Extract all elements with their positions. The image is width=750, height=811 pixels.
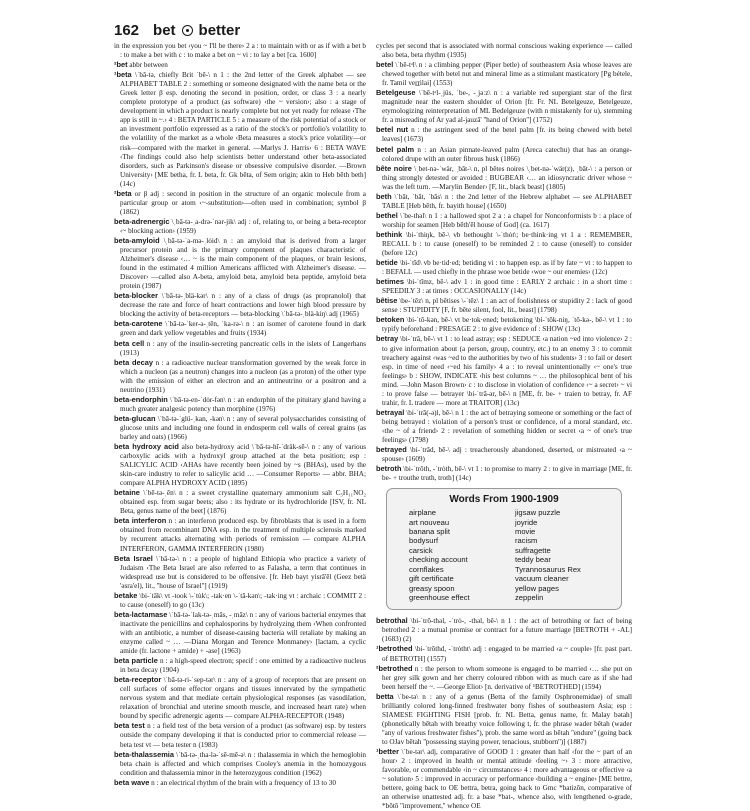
dictionary-entry <box>114 516 366 553</box>
words-box-item: teddy bear <box>515 555 551 565</box>
entry-definition: cycles per second that is associated with normal conscious waking experience — called also beta, beta rhythm (1935) <box>376 42 632 60</box>
entry-headword: betray <box>376 334 399 344</box>
words-box-item: racism <box>515 536 538 546</box>
right-column-entries-bottom <box>376 616 632 811</box>
entry-headword: ¹beta <box>114 70 132 80</box>
entry-definition: \bi-ˈtāk\ vt -took \-ˈtu̇k\; -tak·en \-ˈtā-kən\; -tak·ing vt : archaic : COMMIT 2 : to cause (oneself) to go (13c) <box>120 591 366 609</box>
words-box-item: yellow pages <box>515 583 559 593</box>
dictionary-entry <box>114 610 366 656</box>
entry-definition: \bi-ˈtrād, bē-\ adj : treacherously abandoned, deserted, or mistreated ‹a ~ spouse› (1609) <box>382 446 632 464</box>
words-box-item: Tyrannosaurus Rex <box>515 564 581 574</box>
right-column-entries-top <box>376 42 632 483</box>
bullseye-icon <box>182 25 193 36</box>
dictionary-entry <box>114 554 366 591</box>
entry-definition: \ˈbā-tə-ˈlak-tə-ˌmās, -ˌmāz\ n : any of various bacterial enzymes that inactivate the penicillins and cephalosporins by hydrolyzing them ‹When confronted with an antibiotic, a number of disease-causing bacteria will retaliate by making an enzyme called ~ … —Diana Morgan and Terence Monmaney› [lactam, a cyclic amide (fr. lactone + amide) + -ase] (1963) <box>120 610 367 656</box>
words-box-item: movie <box>515 527 536 537</box>
page-number: 162 <box>114 22 140 39</box>
words-box-item: vacuum cleaner <box>515 574 569 584</box>
words-box-column-1 <box>409 508 507 602</box>
dictionary-entry <box>376 164 632 192</box>
dictionary-entry <box>376 692 632 747</box>
dictionary-entry <box>114 395 366 414</box>
entry-headword: betimes <box>376 277 404 287</box>
entry-definition: abbr between <box>129 61 168 70</box>
entry-definition: \ˈbē-tᵊl\ n : a climbing pepper (Piper betle) of southeastern Asia whose leaves are chewed together with betel nut and mineral lime as a stimulant masticatory [Pg bétele, fr. Tamil veṟṟilai] (1553) <box>382 61 632 88</box>
entry-headword: betta <box>376 691 394 701</box>
right-column <box>376 42 633 811</box>
entry-definition: \ˈbā-tə-ˈglü-ˌkan, -kən\ n : any of several polysaccharides consisting of glucose units and including one found in endosperm cell walls of cereal grains (as barley and oats) (1966) <box>120 414 366 441</box>
dictionary-entry <box>114 70 366 189</box>
entry-definition: n : an electrical rhythm of the brain with a frequency of 13 to 30 <box>151 778 336 787</box>
entry-definition: n : an Asian pinnate-leaved palm (Areca catechu) that has an orange-colored drupe with an outer fibrous husk (1866) <box>382 145 632 163</box>
dictionary-entry <box>376 334 632 407</box>
dictionary-entry <box>376 644 632 663</box>
words-box-item: greenhouse effect <box>409 592 470 602</box>
entry-headword: betide <box>376 258 398 268</box>
entry-headword: betel <box>376 60 394 70</box>
entry-definition: \ˈbā-tə, chiefly Brit ˈbē-\ n 1 : the 2nd letter of the Greek alphabet — see ALPHABET TABLE 2 : something or someone designated with the name beta or the Greek letter β esp. denoting the second in position, order, or class 3 : a nearly complete prototype of a product (as software) ‹the ~ version›; also : a stage of development in which a product is nearly complete but not yet ready for release ‹The app is still in ~.› 4 : BETA PARTICLE 5 : a measure of the risk potential of a stock or an investment portfolio expressed as a ratio of the stock's or portfolio's volatility to the volatility of the market as a whole ‹Beta measures a stock's price volatility—or risk—compared with the market in general. —Marlys J. Harris› 6 : BETA WAVE ‹The findings could also help scientists better understand other beta-associated disorders, such as Parkinson's disease or obsessive compulsive disorder. —Brown University› [ME betha, fr. L beta, fr. Gk bēta, of Sem origin; akin to Heb bēth beth] (14c) <box>120 71 367 188</box>
entry-definition: \ˈbē-tᵊl-ˌjüs, ˈbe-, -ˌjəːz\ n : a variable red supergiant star of the first magnitude near the eastern shoulder of Orion [fr. Fr. NL Betelgeuze, Betelgeuze, etymologizing reinterpretation of ML Bedelgeuze (with n mistakenly for u), stemming fr. a misreading of Ar yad al-jauzā' ''hand of Orion''] (1752) <box>382 89 632 125</box>
dictionary-entry <box>376 296 632 315</box>
dictionary-entry <box>376 315 632 334</box>
entry-headword: Beta Israel <box>114 553 153 563</box>
words-from-box <box>386 488 622 610</box>
entry-headword: beta-thalassemia <box>114 749 174 759</box>
entry-definition: \ˈbā-tə-en-ˈdȯr-fən\ n : an endorphin of the pituitary gland having a much greater analgesic potency than morphine (1976) <box>120 395 366 413</box>
dictionary-entry <box>114 358 366 395</box>
entry-definition: \bi-ˈtīd\ vb be·tid·ed; betiding vi : to happen esp. as if by fate ~ vt : to happen to : BEFALL — used chiefly in the phrase woe betide ‹woe ~ our enemies› (12c) <box>382 259 633 277</box>
entry-headword: beta-lactamase <box>114 609 168 619</box>
dictionary-entry <box>376 192 632 211</box>
words-box-title: Words From 1900-1909 <box>449 494 559 506</box>
entry-definition: n : the person to whom someone is engaged to be married ‹… she put on her grey silk gown and her cherry coloured ribbon with as much care as if she had been herself the ~. —George Eliot› [n. derivative of ¹BETROTHED] (1594) <box>382 664 633 691</box>
entry-definition: \bi-ˈtīmz, bē-\ adv 1 : in good time : EARLY 2 archaic : in a short time : SPEEDILY 3 : at times : OCCASIONALLY (14c) <box>382 278 632 296</box>
entry-headword: bethel <box>376 210 398 220</box>
words-box-column-2 <box>515 508 613 602</box>
entry-headword: bethink <box>376 229 403 239</box>
dictionary-entry <box>114 319 366 338</box>
entry-definition: \ˈbā-tə-ˌblä-kər\ n : any of a class of drugs (as propranolol) that decrease the rate and force of heart contractions and lower high blood pressure by blocking the activity of beta-receptors — beta-blocking \ˈbā-tə-ˌblä-kiŋ\ adj (1965) <box>120 292 367 319</box>
words-box-item: joyride <box>515 517 538 527</box>
entry-definition: \bi-ˈtrōth, -ˈtrȯth, bē-\ vt 1 : to promise to marry 2 : to give in marriage [ME, fr. be- + trouthe truth, troth] (14c) <box>382 465 633 483</box>
dictionary-entry <box>376 145 632 164</box>
dictionary-entry <box>114 442 366 488</box>
entry-headword: beta hydroxy acid <box>114 442 179 452</box>
entry-definition: \ˈbe-tə\ n : any of a genus (Betta of the family Osphronemidae) of small brilliantly colored long-finned freshwater bony fishes of southeastern Asia; esp : SIAMESE FIGHTING FISH [prob. fr. NL Betta, genus name, fr. Malay bətah] (phonetically bētah with breathy voice following t, fr. the phrase wader bētah (wader ''any of various freshwater fishes''), prob. the same word as bētah ''endure'' (going back to OJav bētah ''possessing staying power, tenacious, stubborn'')] (1887) <box>382 692 633 746</box>
dictionary-entry <box>114 189 366 217</box>
entry-headword: betel nut <box>376 125 409 135</box>
words-box-item: bodysurf <box>409 536 439 546</box>
dictionary-entry <box>114 656 366 675</box>
entry-headword: beta cell <box>114 338 145 348</box>
page-header <box>114 22 240 39</box>
dictionary-entry <box>376 664 632 692</box>
entry-headword: bête noire <box>376 163 412 173</box>
entry-definition: \ˈbe-tər\ adj, comparative of GOOD 1 : greater than half ‹for the ~ part of an hour› 2 : improved in health or mental attitude ‹feeling ~› 3 : more attractive, favorable, or commendable ‹in ~ circumstances› 4 : more advantageous or effective ‹a ~ solution› 5 : improved in accuracy or performance ‹building a ~ engine› [ME bettre, bettere, going back to OE bettra, betra, going back to Gmc *batizōn, comparative of an otherwise unattested adj. fr. a base *bat-, whence also, with lengthened o-grade, *bōtō ''improvement,'' whence OE <box>382 747 632 811</box>
entry-headword: betrayed <box>376 445 407 455</box>
entry-headword: ¹betrothed <box>376 644 413 654</box>
entry-headword: ²beta <box>114 188 132 198</box>
dictionary-entry <box>376 277 632 296</box>
dictionary-entry <box>114 339 366 358</box>
entry-headword: betrothal <box>376 616 408 626</box>
words-box-item: airplane <box>409 508 437 518</box>
dictionary-entry <box>114 721 366 749</box>
entry-definition: n : the astringent seed of the betel palm [fr. its being chewed with betel leaves] (1673) <box>382 126 633 144</box>
dictionary-entry <box>114 414 366 442</box>
entry-definition: \ˌbet-nə-ˈwär, ˌbāt-\ n, pl bêtes noires \ˌbet-nə-ˈwär(z), ˌbāt-\ : a person or thing strongly detested or avoided : BUGBEAR ‹… an idiosyncratic driver whose ~ was the left turn. —Marylin Bender› [F, lit., black beast] (1805) <box>382 164 632 191</box>
entry-headword: bêtise <box>376 296 398 306</box>
entry-headword: beta-receptor <box>114 675 162 685</box>
entry-headword: betel palm <box>376 144 415 154</box>
entry-definition: also beta-hydroxy acid \ˈbā-tə-hī-ˈdräk-sē-\ n : any of various carboxylic acids with a hydroxyl group attached at the beta position; esp : SALICYLIC ACID ‹AHAs have recently been joined by ~s (BHAs), used by the skin-care industry to refer to salicylic acid … —Consumer Reports› — abbr. BHA; compare ALPHA HYDROXY ACID (1895) <box>120 443 366 488</box>
words-box-item: banana split <box>409 527 450 537</box>
entry-headword: beta particle <box>114 656 158 666</box>
dictionary-entry <box>114 291 366 319</box>
words-box-item: jigsaw puzzle <box>515 508 561 518</box>
entry-headword: beta-blocker <box>114 291 158 301</box>
guide-word-right: better <box>198 22 241 39</box>
entry-definition: \bi-ˈtrā, bē-\ vt 1 : to lead astray; esp : SEDUCE ‹a nation ~ed into violence› 2 : to give information about (a person, group, country, etc.) to an enemy 3 : to commit treachery against ‹was ~ed to the authorities by two of his students› 3 : to fail or desert esp. in time of need ‹~ed his family› 4 a : to reveal unintentionally ‹~ one's true feelings› b : SHOW, INDICATE ‹his best columns ~ … the philosophical bent of his mind. —John Mason Brown› c : to disclose in violation of confidence ‹~ a secret› ~ vi : to prove false — betrayer \bi-ˈtrā-ər, bē-\ n [ME, fr. be- + traien to betray, fr. AF trahir, fr. L tradere — more at TRAITOR] (13c) <box>382 335 632 407</box>
dictionary-entry <box>114 591 366 610</box>
entry-definition: in the expression you bet ‹you ~ I'll be there› 2 a : to maintain with or as if with a bet b : to make a bet with c : to make a bet on ~ vi : to lay a bet [ca. 1600] <box>114 42 366 60</box>
entry-definition: n : a high-speed electron; specif : one emitted by a radioactive nucleus in beta decay (1904) <box>120 657 367 675</box>
entry-headword: betake <box>114 590 138 600</box>
entry-headword: beta decay <box>114 357 153 367</box>
dictionary-entry <box>376 42 632 60</box>
entry-definition: n : a radioactive nuclear transformation governed by the weak force in which a nucleon (as a neutron) changes into a nucleon (as a proton) of the other type with the emission of either an electron and an antineutrino or a positron and a neutrino (1931) <box>120 358 366 394</box>
entry-definition: n : an interferon produced esp. by fibroblasts that is used in a form obtained from recombinant DNA esp. in the treatment of multiple sclerosis marked by recurrent attacks alternating with periods of remission — compare ALPHA INTERFERON, GAMMA INTERFERON (1980) <box>120 517 366 553</box>
dictionary-entry <box>114 778 366 788</box>
entry-definition: \bi-ˈtō-kən, bē-\ vt be·tok·ened; betokening \bi-ˈtōk-niŋ, ˈtō-kə-, bē-\ vt 1 : to typify beforehand : PRESAGE 2 : to give evidence of : SHOW (13c) <box>382 316 633 334</box>
dictionary-entry <box>376 408 632 445</box>
entry-headword: beta wave <box>114 777 150 787</box>
entry-headword: beta-adrenergic <box>114 216 170 226</box>
words-box-item: checking account <box>409 555 468 565</box>
entry-definition: \ˈbē-tə-ˌēn\ n : a sweet crystalline quaternary ammonium salt C₅H₁₁NO₂ obtained esp. from sugar beets; also : its hydrate or its hydrochloride [ISV, fr. NL Beta, genus name of the beet] (1876) <box>120 489 367 516</box>
words-box-item: carsick <box>409 545 433 555</box>
entry-definition: \bi-ˈtrā(-ə)l, bē-\ n 1 : the act of betraying someone or something or the fact of being betrayed : violation of a person's trust or confidence, of a moral standard, etc. ‹the ~ of a friend› 2 : revelation of something hidden or secret ‹a ~ of one's true feelings› (1798) <box>382 408 633 444</box>
words-box-item: greasy spoon <box>409 583 455 593</box>
guide-word-left: bet <box>153 22 176 39</box>
dictionary-entry <box>114 750 366 778</box>
entry-headword: ²betrothed <box>376 663 413 673</box>
entry-definition: n : a field test of the beta version of a product (as software) esp. by testers outside the company developing it that is conducted prior to commercial release — beta test vt — beta tester n (1983) <box>120 722 367 749</box>
left-column <box>114 42 367 787</box>
entry-definition: \be-ˈtēz\ n, pl bêtises \-ˈtēz\ 1 : an act of foolishness or stupidity 2 : lack of good sense : STUPIDITY [F, fr. bête silent, fool, lit., beast] (1798) <box>382 297 632 315</box>
entry-definition: or β adj : second in position in the structure of an organic molecule from a particular group or atom ‹~-substitution›—often used in combination; symbol β (1862) <box>120 189 366 216</box>
words-box-item: cornflakes <box>409 564 444 574</box>
entry-definition: \ˌbā-tə-ˈa-mə-ˌlȯid\ n : an amyloid that is derived from a larger precursor protein and is the primary component of plaques characteristic of Alzheimer's disease ‹… ~ is the main component of the plaques, or brain lesions, found in the estimated 4 million Americans afflicted with Alzheimer's disease. —Discover› —called also A-beta, amyloid beta, amyloid beta peptide, amyloid beta protein (1987) <box>120 236 367 291</box>
entry-definition: n : any of the insulin-secreting pancreatic cells in the islets of Langerhans (1913) <box>120 339 367 357</box>
entry-definition: \ˈbā-tə-\ n : a people of highland Ethiopia who practice a variety of Judaism ‹The Beta Israel are also referred to as Falasha, a term that continues in widespread use but is considered to be offensive. [fr. Heb bayt yisrā'ēl (Geez betä 'əsra'el), lit., ''house of Israel''] (1919) <box>120 554 367 590</box>
entry-definition: \bi-ˈtrō-thəl, -ˈtrȯ-, -thəl, bē-\ n 1 : the act of betrothing or fact of being betrothed 2 : a mutual promise or contract for a future marriage [BETROTH + -AL] (1683) (2) <box>382 617 632 644</box>
dictionary-entry <box>376 445 632 464</box>
dictionary-entry <box>114 675 366 721</box>
words-box-item: suffragette <box>515 545 551 555</box>
entry-headword: betoken <box>376 315 405 325</box>
entry-definition: \ˈbe-thəl\ n 1 : a hallowed spot 2 a : a chapel for Nonconformists b : a place of worship for seamen [Heb bēth'ēl house of God] (ca. 1617) <box>382 211 632 229</box>
entry-headword: beta-glucan <box>114 413 156 423</box>
dictionary-entry <box>114 42 366 60</box>
words-box-item: art nouveau <box>409 517 450 527</box>
dictionary-entry <box>114 488 366 516</box>
entry-headword: betroth <box>376 464 402 474</box>
entry-definition: \bi-ˈtrōthd, -ˈtrȯtht\ adj : engaged to be married ‹a ~ couple› [fr. past part. of BETROTH] (1557) <box>382 645 632 663</box>
dictionary-entry <box>376 747 632 811</box>
entry-headword: beta interferon <box>114 516 167 526</box>
entry-definition: \ˈbā-tə-ˌtha-lə-ˈsē-mē-ə\ n : thalassemia in which the hemoglobin beta chain is affected and which comprises Cooley's anemia in the homozygous condition and thalassemia minor in the heterozygous condition (1962) <box>120 750 367 777</box>
entry-headword: beth <box>376 191 392 201</box>
entry-headword: beta test <box>114 721 145 731</box>
dictionary-entry <box>376 464 632 483</box>
entry-headword: ²bet <box>114 60 128 70</box>
dictionary-entry <box>114 60 366 70</box>
entry-headword: beta-endorphin <box>114 394 168 404</box>
dictionary-entry <box>376 230 632 258</box>
entry-definition: \ˈbā-tə-ˈker-ə-ˌtēn, ˈka-rə-\ n : an isomer of carotene found in dark green and dark yellow vegetables and fruits (1934) <box>120 320 366 338</box>
entry-headword: betrayal <box>376 407 405 417</box>
dictionary-entry <box>376 88 632 125</box>
dictionary-entry <box>376 60 632 88</box>
words-box-item: zeppelin <box>515 592 544 602</box>
entry-headword: beta-carotene <box>114 319 163 329</box>
dictionary-entry <box>376 616 632 644</box>
words-box-item: gift certificate <box>409 574 454 584</box>
guide-words <box>153 22 240 39</box>
entry-definition: \bi-ˈthiŋk, bē-\ vb bethought \-ˈthȯt\; be·think·ing vt 1 a : REMEMBER, RECALL b : to cause (oneself) to be reminded 2 : to cause (oneself) to consider (before 12c) <box>382 230 632 258</box>
dictionary-entry <box>376 125 632 144</box>
entry-definition: \ˈbāt, ˈbāt, ˈbās\ n : the 2nd letter of the Hebrew alphabet — see ALPHABET TABLE [Heb bēth, fr. bayith house] (1650) <box>382 192 633 210</box>
words-box-grid <box>395 508 613 602</box>
dictionary-entry <box>114 236 366 291</box>
entry-headword: Betelgeuse <box>376 88 416 98</box>
entry-definition: \ˈbā-tə-ri-ˈsep-tər\ n : any of a group of receptors that are present on cell surfaces of some effector organs and tissues innervated by the sympathetic nervous system and that mediate certain physiological responses (as vasodilation, relaxation of bronchial and uterine smooth muscle, and increased heart rate) when bound by specific adrenergic agents — compare ALPHA-RECEPTOR (1948) <box>120 676 366 721</box>
entry-headword: betaine <box>114 488 140 498</box>
entry-definition: \ˌbā-tə-ˌa-drə-ˈnər-jik\ adj : of, relating to, or being a beta-receptor ‹~ blocking action› (1959) <box>120 217 366 235</box>
entry-headword: beta-amyloid <box>114 235 160 245</box>
entry-headword: ¹better <box>376 746 399 756</box>
dictionary-entry <box>376 211 632 230</box>
dictionary-entry <box>376 258 632 277</box>
dictionary-entry <box>114 217 366 236</box>
